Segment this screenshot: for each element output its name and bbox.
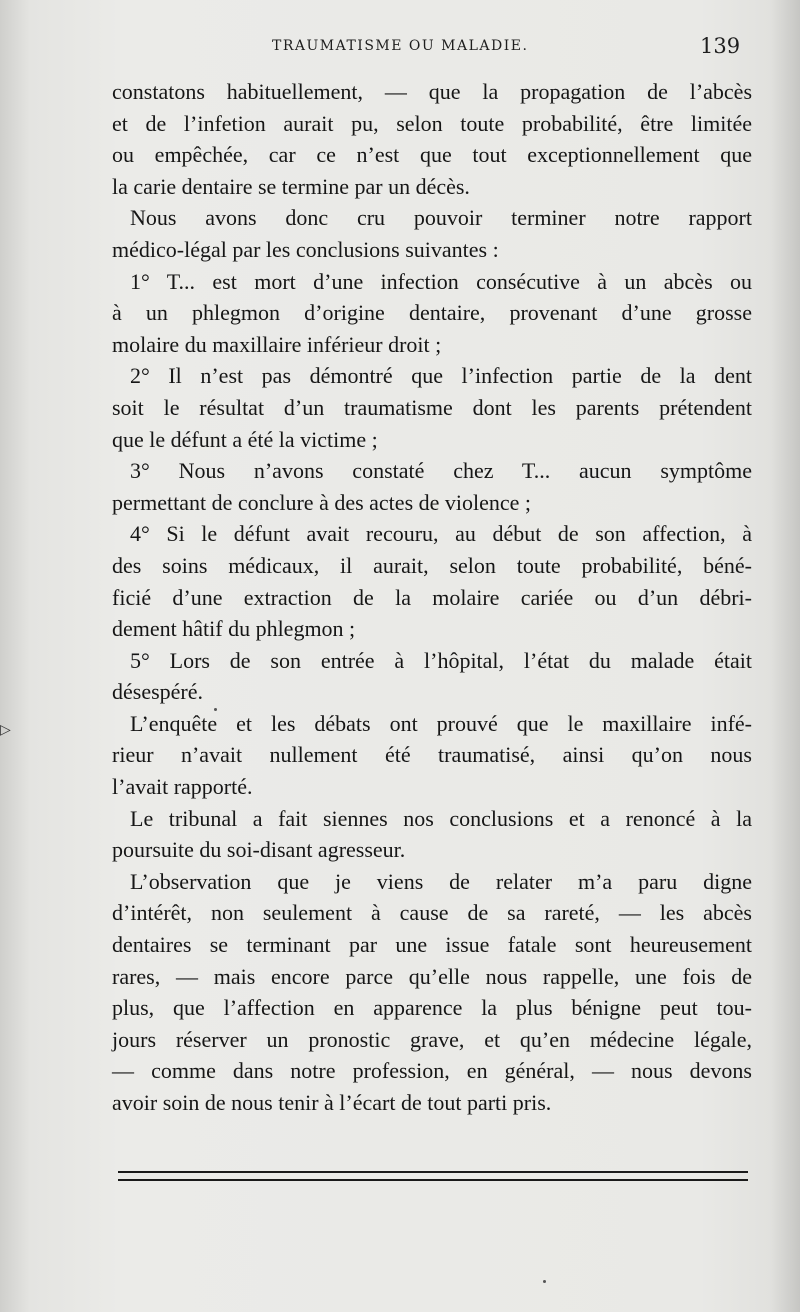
text-line: L’observation que je viens de relater m’a paru digne (130, 868, 752, 894)
body-text (112, 76, 752, 1119)
text-line: poursuite du soi-disant agresseur. (112, 837, 406, 863)
text-line: que le défunt a été la victime ; (112, 426, 378, 452)
text-line: L’enquête et les débats ont prouvé que le maxillaire infé- (130, 710, 752, 736)
text-line: 2° Il n’est pas démontré que l’infection partie de la dent (130, 363, 752, 389)
text-line: plus, que l’affection en apparence la plus bénigne peut tou- (112, 995, 752, 1021)
text-line: ficié d’une extraction de la molaire cariée ou d’un débri- (112, 584, 752, 610)
running-title: TRAUMATISME OU MALADIE. (272, 38, 529, 54)
margin-mark: ▷ (0, 722, 11, 738)
ink-speck (214, 708, 217, 711)
text-line: 4° Si le défunt avait recouru, au début de son affection, à (130, 521, 752, 547)
text-line: rares, — mais encore parce qu’elle nous rappelle, une fois de (112, 963, 752, 989)
text-line: à un phlegmon d’origine dentaire, provenant d’une grosse (112, 300, 752, 326)
page-header (0, 34, 800, 64)
text-line: désespéré. (112, 679, 204, 705)
text-line: molaire du maxillaire inférieur droit ; (112, 331, 442, 357)
text-line: 5° Lors de son entrée à l’hôpital, l’état du malade était (130, 647, 752, 673)
closing-rules (118, 1171, 748, 1187)
text-line: la carie dentaire se termine par un décès. (112, 173, 470, 199)
text-line: l’avait rapporté. (112, 774, 253, 800)
text-line: des soins médicaux, il aurait, selon toute probabilité, béné- (112, 552, 752, 578)
ink-speck (543, 1280, 546, 1283)
text-line: ou empêchée, car ce n’est que tout exceptionnellement que (112, 142, 752, 168)
closing-rule (118, 1171, 748, 1173)
text-line: constatons habituellement, — que la propagation de l’abcès (112, 79, 752, 104)
text-line: avoir soin de nous tenir à l’écart de tout parti pris. (112, 1090, 552, 1115)
text-line: permettant de conclure à des actes de violence ; (112, 489, 532, 515)
text-line: rieur n’avait nullement été traumatisé, ainsi qu’on nous (112, 742, 752, 768)
text-line: 1° T... est mort d’une infection consécutive à un abcès ou (130, 268, 752, 294)
text-line: Le tribunal a fait siennes nos conclusions et a renoncé à la (130, 805, 752, 831)
text-line: dement hâtif du phlegmon ; (112, 616, 356, 642)
text-line: — comme dans notre profession, en général, — nous devons (112, 1058, 752, 1084)
text-line: d’intérêt, non seulement à cause de sa rareté, — les abcès (112, 900, 752, 926)
page-number: 139 (700, 34, 741, 58)
text-line: soit le résultat d’un traumatisme dont les parents prétendent (112, 394, 752, 420)
text-line: et de l’infetion aurait pu, selon toute probabilité, être limitée (112, 110, 752, 136)
text-line: médico-légal par les conclusions suivantes : (112, 236, 499, 262)
text-line: dentaires se terminant par une issue fatale sont heureusement (112, 932, 752, 958)
text-line: jours réserver un pronostic grave, et qu’en médecine légale, (112, 1026, 752, 1052)
closing-rule (118, 1179, 748, 1181)
text-line: 3° Nous n’avons constaté chez T... aucun symptôme (130, 458, 752, 484)
text-line: Nous avons donc cru pouvoir terminer notre rapport (130, 205, 752, 231)
